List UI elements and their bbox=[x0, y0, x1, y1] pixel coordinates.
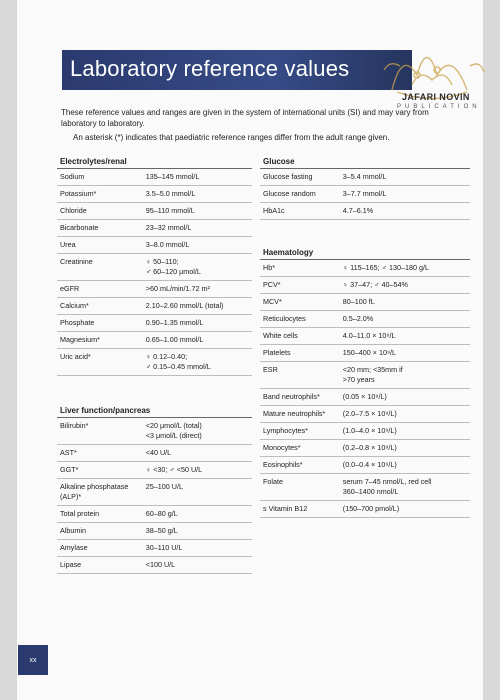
publisher-subtitle: PUBLICATION bbox=[397, 104, 481, 110]
table-row bbox=[260, 277, 470, 294]
table-row bbox=[57, 254, 252, 281]
reference-value: 3–8.0 mmol/L bbox=[143, 237, 252, 254]
table-row bbox=[57, 315, 252, 332]
table-row bbox=[57, 220, 252, 237]
test-name: Amylase bbox=[57, 540, 143, 557]
table-row bbox=[57, 523, 252, 540]
reference-value: 3–5.4 mmol/L bbox=[340, 169, 470, 186]
reference-value: 4.0–11.0 × 10⁹/L bbox=[340, 328, 470, 345]
reference-value: ♀ 50–110; ♂ 60–120 μmol/L bbox=[143, 254, 252, 281]
reference-value: 30–110 U/L bbox=[143, 540, 252, 557]
left-column bbox=[57, 155, 252, 574]
test-name: GGT* bbox=[57, 462, 143, 479]
test-name: Chloride bbox=[57, 203, 143, 220]
publisher-name: JAFARI NOVIN bbox=[402, 92, 470, 102]
test-name: eGFR bbox=[57, 281, 143, 298]
table-row bbox=[57, 186, 252, 203]
reference-value: 23–32 mmol/L bbox=[143, 220, 252, 237]
test-name: Bilirubin* bbox=[57, 418, 143, 445]
table-row bbox=[260, 406, 470, 423]
test-name: Hb* bbox=[260, 260, 340, 277]
reference-value: 60–80 g/L bbox=[143, 506, 252, 523]
table-row bbox=[57, 462, 252, 479]
page-number-box bbox=[18, 645, 48, 675]
section-heading: Electrolytes/renal bbox=[57, 155, 252, 169]
test-name: Glucose random bbox=[260, 186, 340, 203]
test-name: Lymphocytes* bbox=[260, 423, 340, 440]
table-row bbox=[57, 281, 252, 298]
haematology-section bbox=[260, 246, 470, 518]
table-row bbox=[260, 328, 470, 345]
reference-value: (1.0–4.0 × 10⁹/L) bbox=[340, 423, 470, 440]
reference-value: ♀ 0.12–0.40; ♂ 0.15–0.45 mmol/L bbox=[143, 349, 252, 376]
page bbox=[17, 0, 483, 700]
section-heading: Glucose bbox=[260, 155, 470, 169]
table-row bbox=[260, 260, 470, 277]
reference-value: 38–50 g/L bbox=[143, 523, 252, 540]
table-row bbox=[260, 186, 470, 203]
liver-table bbox=[57, 418, 252, 574]
page-title: Laboratory reference values bbox=[70, 56, 350, 81]
reference-value: 0.65–1.00 mmol/L bbox=[143, 332, 252, 349]
reference-value: serum 7–45 nmol/L, red cell 360–1400 nmol/L bbox=[340, 474, 470, 501]
table-row bbox=[57, 418, 252, 445]
intro-paragraph-1: These reference values and ranges are given in the system of international units (SI) and may vary from laboratory to laboratory. bbox=[61, 108, 429, 128]
test-name: Band neutrophils* bbox=[260, 389, 340, 406]
table-row bbox=[57, 237, 252, 254]
reference-value: 95–110 mmol/L bbox=[143, 203, 252, 220]
right-column bbox=[260, 155, 470, 518]
table-row bbox=[57, 540, 252, 557]
reference-value: <40 U/L bbox=[143, 445, 252, 462]
haematology-table bbox=[260, 260, 470, 518]
reference-value: 3.5–5.0 mmol/L bbox=[143, 186, 252, 203]
test-name: ESR bbox=[260, 362, 340, 389]
test-name: Calcium* bbox=[57, 298, 143, 315]
table-row bbox=[260, 474, 470, 501]
table-row bbox=[260, 169, 470, 186]
test-name: Monocytes* bbox=[260, 440, 340, 457]
test-name: AST* bbox=[57, 445, 143, 462]
test-name: White cells bbox=[260, 328, 340, 345]
reference-value: >60 mL/min/1.72 m² bbox=[143, 281, 252, 298]
test-name: Creatinine bbox=[57, 254, 143, 281]
table-row bbox=[260, 423, 470, 440]
table-row bbox=[57, 169, 252, 186]
section-heading: Haematology bbox=[260, 246, 470, 260]
reference-value: <20 mm; <35mm if >70 years bbox=[340, 362, 470, 389]
reference-value: (150–700 pmol/L) bbox=[340, 501, 470, 518]
test-name: Total protein bbox=[57, 506, 143, 523]
reference-value: (0.0–0.4 × 10⁹/L) bbox=[340, 457, 470, 474]
reference-value: (0.05 × 10⁹/L) bbox=[340, 389, 470, 406]
test-name: Uric acid* bbox=[57, 349, 143, 376]
table-row bbox=[57, 506, 252, 523]
test-name: Magnesium* bbox=[57, 332, 143, 349]
test-name: MCV* bbox=[260, 294, 340, 311]
section-heading: Liver function/pancreas bbox=[57, 404, 252, 418]
table-row bbox=[260, 389, 470, 406]
test-name: Platelets bbox=[260, 345, 340, 362]
reference-value: 0.5–2.0% bbox=[340, 311, 470, 328]
test-name: Potassium* bbox=[57, 186, 143, 203]
table-row bbox=[260, 203, 470, 220]
table-row bbox=[260, 294, 470, 311]
reference-value: 150–400 × 10⁹/L bbox=[340, 345, 470, 362]
reference-value: 0.90–1.35 mmol/L bbox=[143, 315, 252, 332]
electrolytes-section bbox=[57, 155, 252, 376]
table-row bbox=[260, 501, 470, 518]
test-name: Urea bbox=[57, 237, 143, 254]
test-name: PCV* bbox=[260, 277, 340, 294]
electrolytes-table bbox=[57, 169, 252, 376]
glucose-table bbox=[260, 169, 470, 220]
table-row bbox=[260, 362, 470, 389]
reference-value: ♀ 37–47; ♂ 40–54% bbox=[340, 277, 470, 294]
table-row bbox=[57, 557, 252, 574]
reference-value: 25–100 U/L bbox=[143, 479, 252, 506]
test-name: Alkaline phosphatase (ALP)* bbox=[57, 479, 143, 506]
reference-value: <20 μmol/L (total) <3 μmol/L (direct) bbox=[143, 418, 252, 445]
test-name: Albumin bbox=[57, 523, 143, 540]
reference-value: (0.2–0.8 × 10⁹/L) bbox=[340, 440, 470, 457]
intro-paragraph-2: An asterisk (*) indicates that paediatric reference ranges differ from the adult range given. bbox=[73, 133, 390, 142]
table-row bbox=[260, 457, 470, 474]
reference-value: <100 U/L bbox=[143, 557, 252, 574]
reference-value: 80–100 fL bbox=[340, 294, 470, 311]
table-row bbox=[260, 345, 470, 362]
reference-value: 3–7.7 mmol/L bbox=[340, 186, 470, 203]
test-name: Folate bbox=[260, 474, 340, 501]
table-row bbox=[57, 298, 252, 315]
test-name: Sodium bbox=[57, 169, 143, 186]
reference-value: 4.7–6.1% bbox=[340, 203, 470, 220]
test-name: s Vitamin B12 bbox=[260, 501, 340, 518]
page-number: xx bbox=[29, 656, 37, 664]
glucose-section bbox=[260, 155, 470, 220]
test-name: Mature neutrophils* bbox=[260, 406, 340, 423]
table-row bbox=[260, 311, 470, 328]
reference-value: ♀ 115–165; ♂ 130–180 g/L bbox=[340, 260, 470, 277]
test-name: Phosphate bbox=[57, 315, 143, 332]
reference-value: ♀ <30; ♂ <50 U/L bbox=[143, 462, 252, 479]
table-row bbox=[57, 332, 252, 349]
intro-text bbox=[61, 107, 441, 146]
table-row bbox=[57, 203, 252, 220]
test-name: Bicarbonate bbox=[57, 220, 143, 237]
liver-section bbox=[57, 404, 252, 574]
table-row bbox=[57, 479, 252, 506]
reference-value: 2.10–2.60 mmol/L (total) bbox=[143, 298, 252, 315]
test-name: Reticulocytes bbox=[260, 311, 340, 328]
reference-value: (2.0–7.5 × 10⁹/L) bbox=[340, 406, 470, 423]
test-name: Lipase bbox=[57, 557, 143, 574]
title-banner bbox=[62, 50, 412, 90]
test-name: Glucose fasting bbox=[260, 169, 340, 186]
test-name: Eosinophils* bbox=[260, 457, 340, 474]
table-row bbox=[57, 445, 252, 462]
table-row bbox=[260, 440, 470, 457]
test-name: HbA1c bbox=[260, 203, 340, 220]
reference-value: 135–145 mmol/L bbox=[143, 169, 252, 186]
table-row bbox=[57, 349, 252, 376]
